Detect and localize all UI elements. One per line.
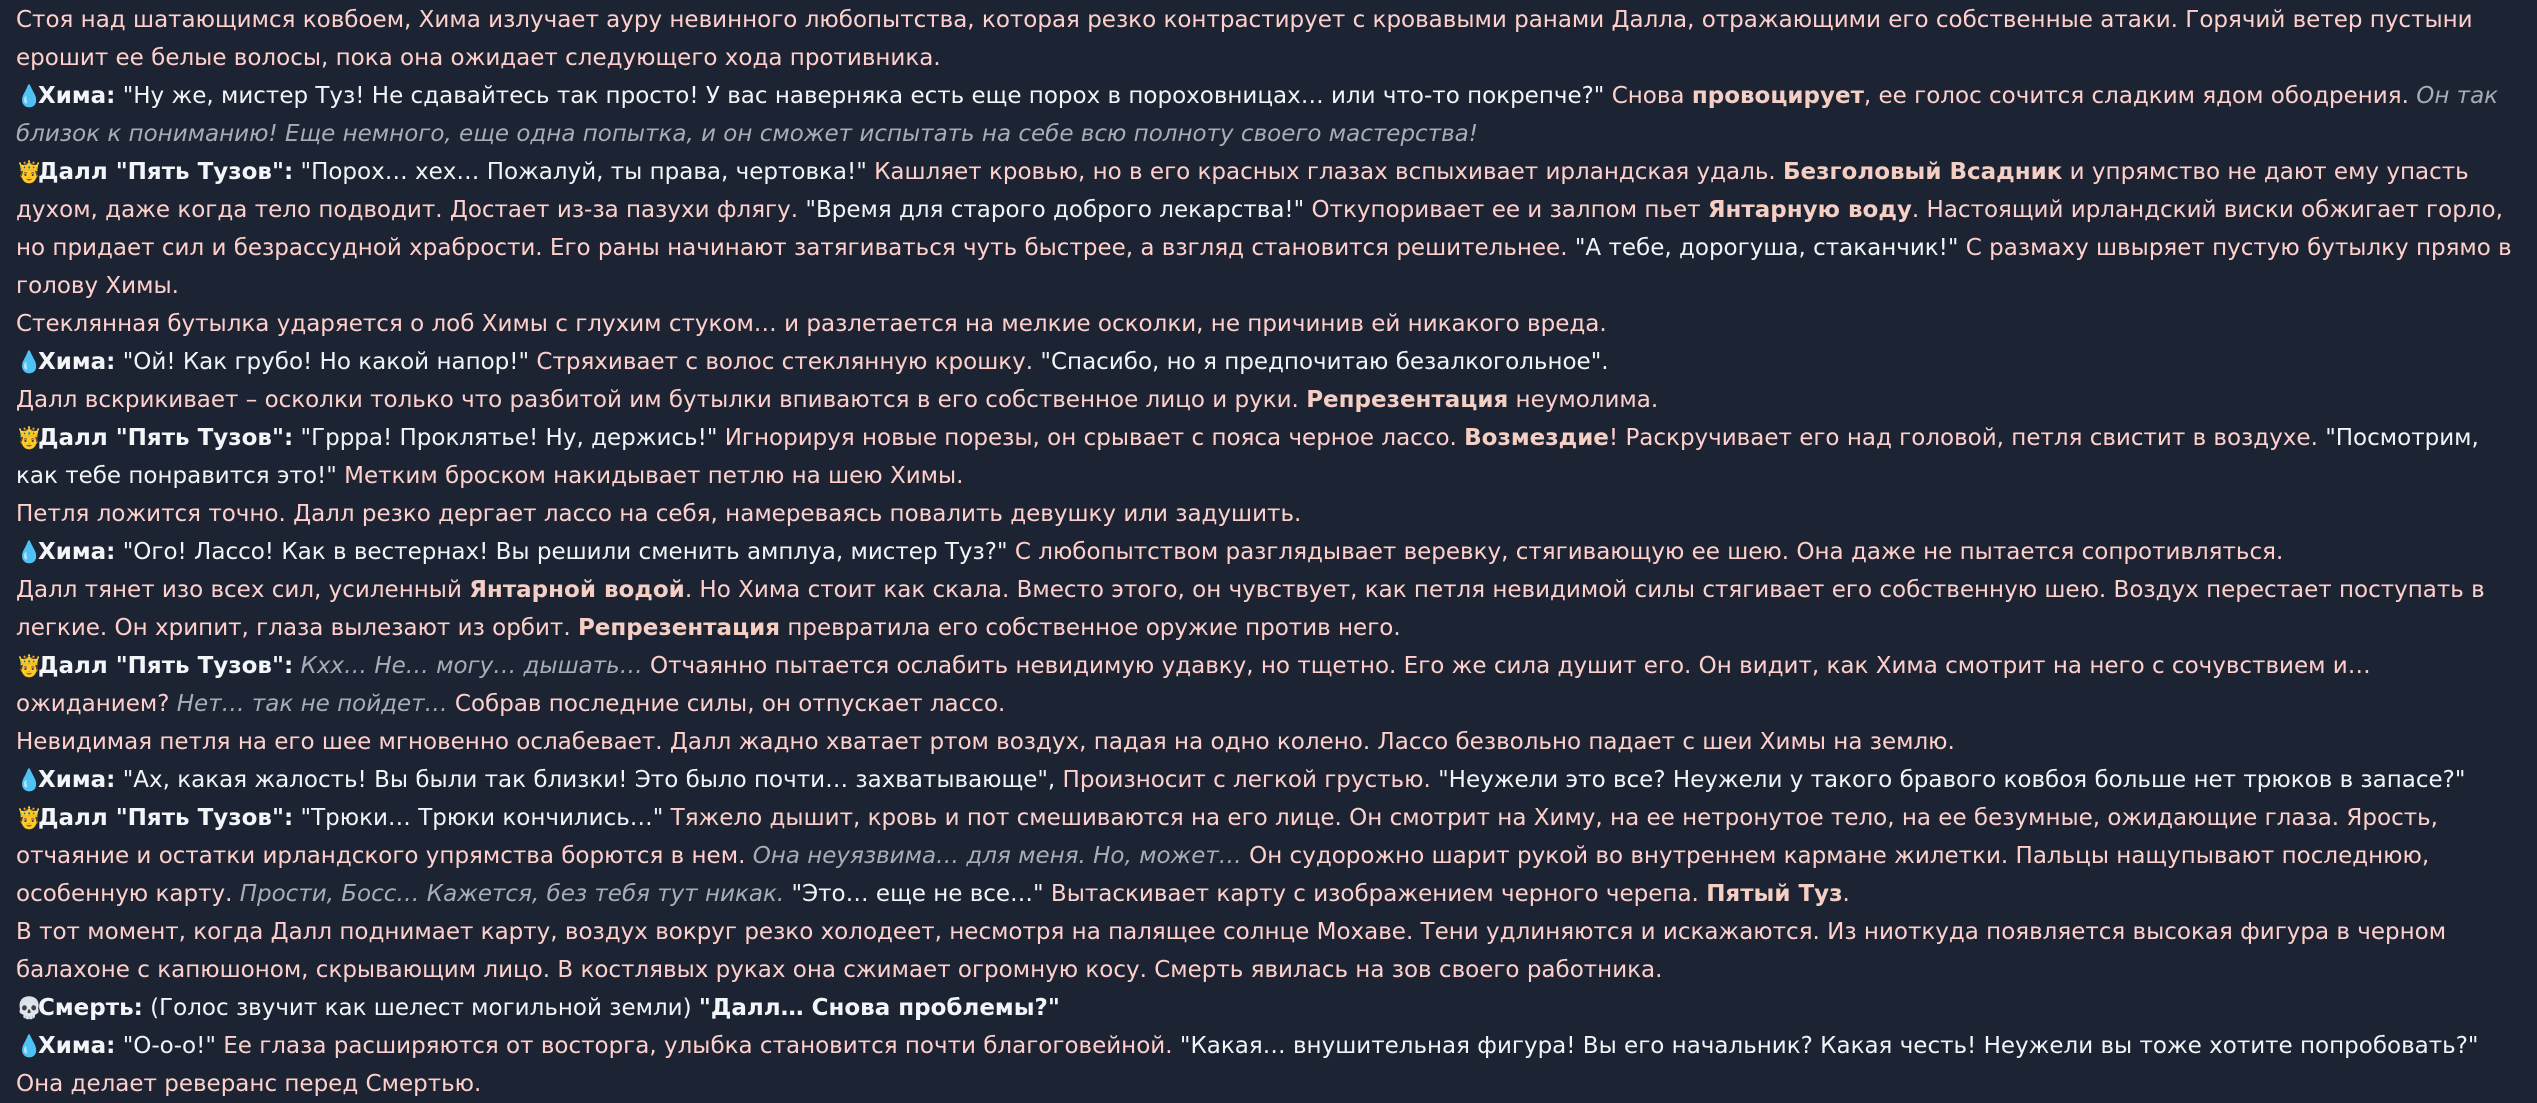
speaker-name: Смерть: <box>38 995 143 1021</box>
narration-text: С любопытством разглядывает веревку, стягивающую ее шею. Она даже не пытается сопротивляться. <box>1007 539 2284 565</box>
crown-face-icon: 🤴 <box>16 654 43 678</box>
inner-thought: Прости, Босс… Кажется, без тебя тут никак. <box>239 881 785 907</box>
speaker-name: Хима: <box>38 83 116 109</box>
narration-text: С размаху швыряет пустую бутылку прямо в голову Химы. <box>16 235 2512 299</box>
dialogue-line <box>16 989 2521 1027</box>
blood-drop-icon: 💧 <box>16 540 43 564</box>
quoted-speech: "Трюки… Трюки кончились…" <box>300 805 664 831</box>
quoted-speech: "Посмотрим, как тебе понравится это!" <box>16 425 2479 489</box>
speaker-name: Далл "Пять Тузов": <box>38 805 294 831</box>
bold-term: Пятый Туз <box>1706 881 1843 907</box>
quoted-speech: "Это… еще не все…" <box>784 881 1044 907</box>
narration-text: Невидимая петля на его шее мгновенно ослабевает. Далл жадно хватает ртом воздух, падая на одно колено. Лассо безвольно падает с шеи Химы на землю. <box>16 729 1955 755</box>
quoted-speech: "Гррра! Проклятье! Ну, держись!" <box>300 425 718 451</box>
dialogue-line <box>16 761 2521 799</box>
dialogue-line <box>16 343 2521 381</box>
speaker-name: Далл "Пять Тузов": <box>38 425 294 451</box>
narration-text: Петля ложится точно. Далл резко дергает лассо на себя, намереваясь повалить девушку или задушить. <box>16 501 1302 527</box>
narration-text: Вытаскивает карту с изображением черного черепа. <box>1043 881 1707 907</box>
quoted-speech: (Голос звучит как шелест могильной земли) <box>150 995 699 1021</box>
narration-line <box>16 913 2521 989</box>
inner-thought: Она неуязвима… для меня. Но, может… <box>752 843 1242 869</box>
quoted-speech: "Время для старого доброго лекарства!" <box>805 197 1305 223</box>
blood-drop-icon: 💧 <box>16 350 43 374</box>
narration-text: . Но Хима стоит как скала. Вместо этого, он чувствует, как петля невидимой силы стягивает его собственную шею. Воздух перестает поступать в легкие. Он хрипит, глаза вылезают из орбит. <box>16 577 2485 641</box>
quoted-speech: "Ого! Лассо! Как в вестернах! Вы решили сменить амплуа, мистер Туз?" <box>122 539 1008 565</box>
narration-text: Кашляет кровью, но в его красных глазах вспыхивает ирландская удаль. <box>866 159 1784 185</box>
bold-term: Янтарной водой <box>469 577 685 603</box>
quoted-speech: "Какая… внушительная фигура! Вы его начальник? Какая честь! Неужели вы тоже хотите попробовать?" <box>1179 1033 2479 1059</box>
narration-text: Он судорожно шарит рукой во внутреннем кармане жилетки. Пальцы нащупывают последнюю, особенную карту. <box>16 843 2430 907</box>
quoted-speech: "Ах, какая жалость! Вы были так близки! Это было почти… захватывающе", <box>122 767 1056 793</box>
bold-term: Возмездие <box>1464 425 1609 451</box>
speaker-name: Далл "Пять Тузов": <box>38 159 294 185</box>
narration-text: Снова <box>1604 83 1692 109</box>
narration-line <box>16 305 2521 343</box>
narration-text: Стоя над шатающимся ковбоем, Хима излучает ауру невинного любопытства, которая резко контрастирует с кровавыми ранами Далла, отражающими его собственные атаки. Горячий ветер пустыни ерошит ее белые волосы, пока она ожидает следующего хода противника. <box>16 7 2473 71</box>
narration-text: Далл вскрикивает – осколки только что разбитой им бутылки впиваются в его собственное лицо и руки. <box>16 387 1307 413</box>
dialogue-line <box>16 1027 2521 1103</box>
dialogue-line <box>16 419 2521 495</box>
narration-text: Отчаянно пытается ослабить невидимую удавку, но тщетно. Его же сила душит его. Он видит, как Хима смотрит на него с сочувствием и… ожиданием? <box>16 653 2371 717</box>
narration-text: ! Раскручивает его над головой, петля свистит в воздухе. <box>1608 425 2326 451</box>
narration-text: В тот момент, когда Далл поднимает карту, воздух вокруг резко холодеет, несмотря на палящее солнце Мохаве. Тени удлиняются и искажаются. Из ниоткуда появляется высокая фигура в черном балахоне с капюшоном, скрывающим лицо. В костлявых руках она сжимает огромную косу. Смерть явилась на зов своего работника. <box>16 919 2447 983</box>
speaker-name: Хима: <box>38 349 116 375</box>
narration-text: , ее голос сочится сладким ядом ободрения. <box>1863 83 2417 109</box>
crown-face-icon: 🤴 <box>16 160 43 184</box>
speaker-name: Хима: <box>38 1033 116 1059</box>
quoted-speech: "Ой! Как грубо! Но какой напор!" <box>122 349 530 375</box>
bold-term: Безголовый Всадник <box>1783 159 2063 185</box>
inner-thought: Он так близок к пониманию! Еще немного, еще одна попытка, и он сможет испытать на себе всю полноту своего мастерства! <box>16 83 2499 147</box>
inner-thought: Кхх… Не… могу… дышать… <box>300 653 643 679</box>
blood-drop-icon: 💧 <box>16 768 43 792</box>
narration-text: и упрямство не дают ему упасть духом, даже когда тело подводит. Достает из-за пазухи флягу. <box>16 159 2469 223</box>
dialogue-line <box>16 533 2521 571</box>
dialogue-line <box>16 153 2521 305</box>
quoted-speech: "Спасибо, но я предпочитаю безалкогольное". <box>1040 349 1609 375</box>
narration-text: Собрав последние силы, он отпускает лассо. <box>447 691 1006 717</box>
narration-text: Откупоривает ее и залпом пьет <box>1304 197 1708 223</box>
narration-line <box>16 381 2521 419</box>
dialogue-line <box>16 647 2521 723</box>
narration-text: Ее глаза расширяются от восторга, улыбка становится почти благоговейной. <box>215 1033 1180 1059</box>
narration-text: Стеклянная бутылка ударяется о лоб Химы с глухим стуком… и разлетается на мелкие осколки, не причинив ей никакого вреда. <box>16 311 1607 337</box>
narration-text: Стряхивает с волос стеклянную крошку. <box>529 349 1041 375</box>
bold-term: провоцирует <box>1691 83 1864 109</box>
narration-text: Метким броском накидывает петлю на шею Химы. <box>336 463 964 489</box>
bold-term: Репрезентация <box>577 615 781 641</box>
quoted-speech: "Неужели это все? Неужели у такого бравого ковбоя больше нет трюков в запасе?" <box>1438 767 2466 793</box>
crown-face-icon: 🤴 <box>16 806 43 830</box>
narration-text: Она делает реверанс перед Смертью. <box>16 1071 482 1097</box>
narration-text: превратила его собственное оружие против него. <box>780 615 1401 641</box>
narration-text: . <box>1842 881 1850 907</box>
blood-drop-icon: 💧 <box>16 84 43 108</box>
quoted-speech: "Порох… хех… Пожалуй, ты права, чертовка!" <box>300 159 867 185</box>
narration-text: неумолима. <box>1508 387 1659 413</box>
quoted-speech: "Ну же, мистер Туз! Не сдавайтесь так просто! У вас наверняка есть еще порох в пороховницах… или что-то покрепче?" <box>122 83 1605 109</box>
narration-text: Произносит с легкой грустью. <box>1055 767 1439 793</box>
narration-text: Далл тянет изо всех сил, усиленный <box>16 577 470 603</box>
bold-quote: "Далл… Снова проблемы?" <box>698 995 1060 1021</box>
narration-text: Тяжело дышит, кровь и пот смешиваются на его лице. Он смотрит на Химу, на ее нетронутое тело, на ее безумные, ожидающие глаза. Ярость, отчаяние и остатки ирландского упрямства борются в нем. <box>16 805 2438 869</box>
narration-text: . Настоящий ирландский виски обжигает горло, но придает сил и безрассудной храбрости. Его раны начинают затягиваться чуть быстрее, а взгляд становится решительнее. <box>16 197 2503 261</box>
narration-line <box>16 495 2521 533</box>
narration-line <box>16 1 2521 77</box>
dialogue-line <box>16 799 2521 913</box>
bold-term: Янтарную воду <box>1707 197 1912 223</box>
quoted-speech: "А тебе, дорогуша, стаканчик!" <box>1574 235 1959 261</box>
crown-face-icon: 🤴 <box>16 426 43 450</box>
inner-thought: Нет… так не пойдет… <box>176 691 448 717</box>
narration-line <box>16 723 2521 761</box>
speaker-name: Хима: <box>38 539 116 565</box>
bold-term: Репрезентация <box>1306 387 1509 413</box>
dialogue-line <box>16 77 2521 153</box>
blood-drop-icon: 💧 <box>16 1034 43 1058</box>
quoted-speech: "О-о-о!" <box>122 1033 216 1059</box>
speaker-name: Хима: <box>38 767 116 793</box>
speaker-name: Далл "Пять Тузов": <box>38 653 294 679</box>
narration-text: Игнорируя новые порезы, он срывает с пояса черное лассо. <box>717 425 1465 451</box>
narration-line <box>16 571 2521 647</box>
skull-icon: 💀 <box>16 996 43 1020</box>
